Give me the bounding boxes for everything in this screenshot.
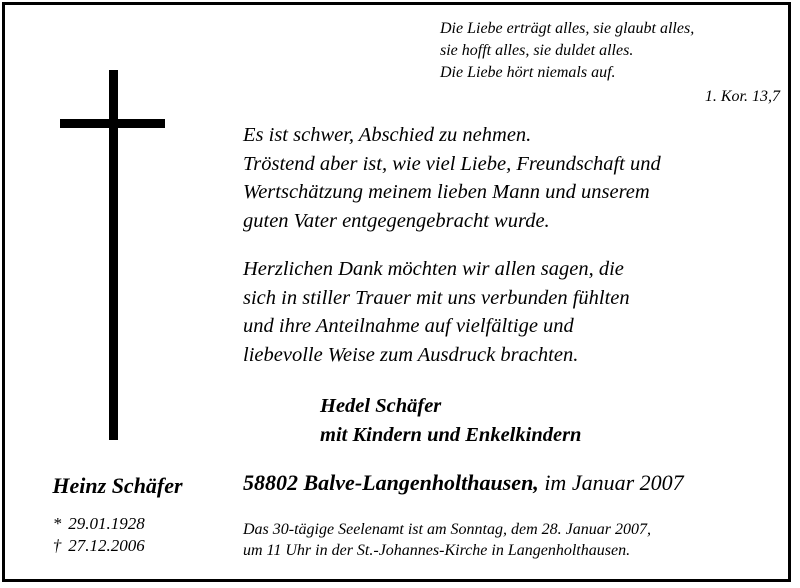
life-dates	[50, 513, 180, 557]
bible-quote-lines	[440, 18, 780, 84]
signature-name: Hedel Schäfer	[320, 395, 442, 417]
bible-quote-line: Die Liebe hört niemals auf.	[440, 64, 616, 81]
signature-family: mit Kindern und Enkelkindern	[320, 423, 582, 446]
place-location: 58802 Balve-Langenholthausen,	[243, 470, 539, 495]
bible-quote-line: sie hofft alles, sie duldet alles.	[440, 42, 634, 59]
paragraph-line: Herzlichen Dank möchten wir allen sagen, die	[243, 258, 624, 280]
bible-reference: 1. Kor. 13,7	[704, 88, 780, 105]
paragraph-line: und ihre Anteilnahme auf vielfältige und	[243, 315, 574, 337]
bible-quote-line: Die Liebe erträgt alles, sie glaubt alles,	[440, 20, 695, 37]
birth-star-icon: *	[52, 514, 62, 533]
place-date: im Januar 2007	[544, 470, 684, 495]
place-date-line	[243, 468, 684, 498]
paragraph-line: Wertschätzung meinem lieben Mann und unserem	[243, 181, 650, 203]
death-date: 27.12.2006	[68, 536, 145, 555]
paragraph-line: guten Vater entgegengebracht wurde.	[243, 209, 550, 232]
deceased-name: Heinz Schäfer	[52, 473, 183, 498]
bible-quote	[440, 18, 780, 84]
birth-date: 29.01.1928	[68, 514, 145, 533]
thanks-paragraph	[243, 255, 630, 369]
service-line: Das 30-tägige Seelenamt ist am Sonntag, dem 28. Januar 2007,	[243, 521, 651, 538]
birth-date-row	[50, 513, 180, 535]
service-line: um 11 Uhr in der St.-Johannes-Kirche in Langenholthausen.	[243, 542, 631, 559]
paragraph-line: Tröstend aber ist, wie viel Liebe, Freundschaft und	[243, 152, 661, 175]
memorial-service-notice	[243, 519, 651, 561]
death-date-row	[50, 535, 180, 557]
paragraph-line: sich in stiller Trauer mit uns verbunden fühlten	[243, 286, 630, 309]
cross-horizontal-bar	[60, 119, 165, 128]
farewell-paragraph	[243, 121, 661, 235]
death-dagger-icon: †	[52, 536, 62, 555]
family-signature	[320, 392, 581, 449]
paragraph-line: Es ist schwer, Abschied zu nehmen.	[243, 124, 532, 146]
paragraph-line: liebevolle Weise zum Ausdruck brachten.	[243, 343, 579, 366]
